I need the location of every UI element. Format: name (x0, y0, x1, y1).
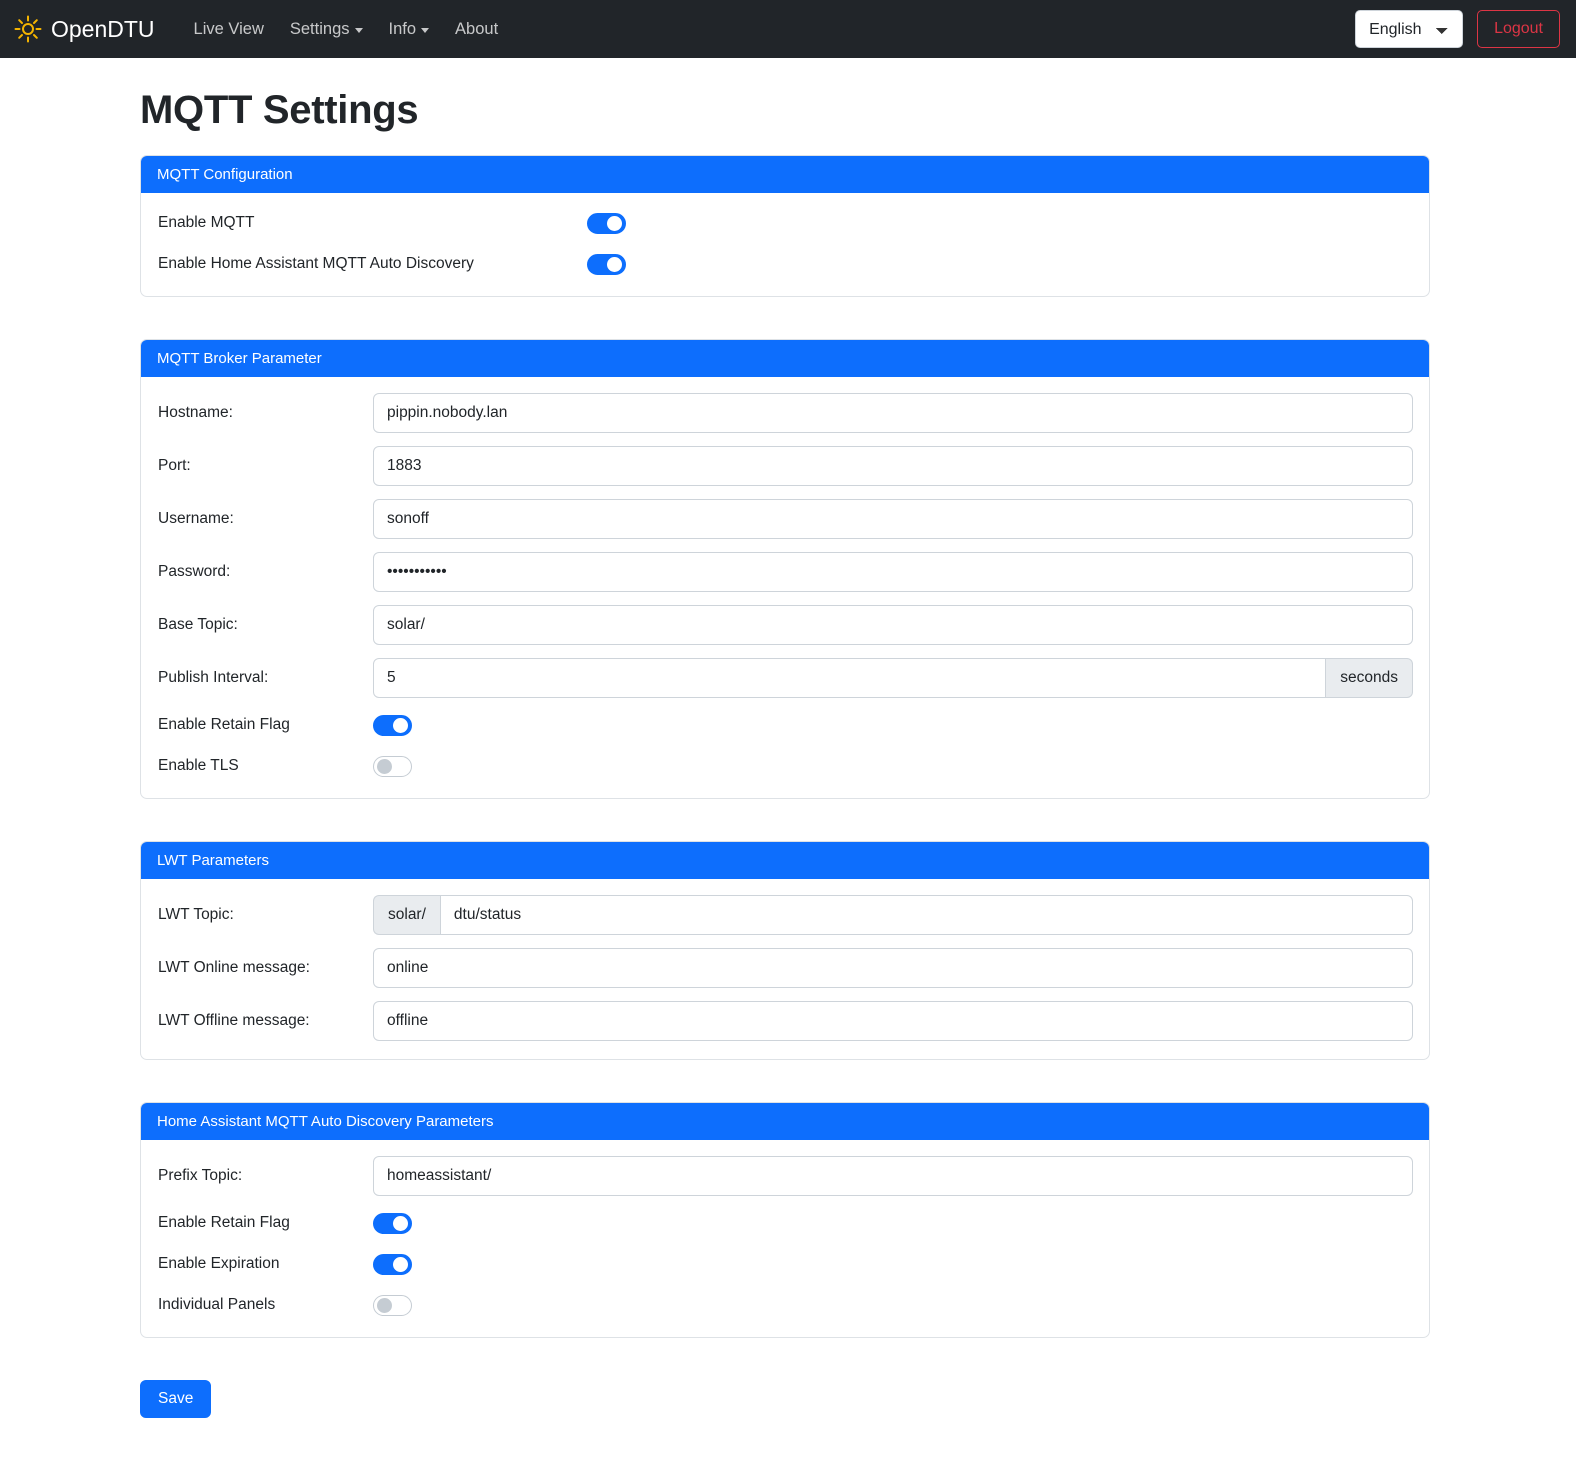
port-input[interactable] (373, 446, 1413, 486)
nav-item-live-view-label: Live View (193, 19, 264, 38)
nav-item-about-label: About (455, 19, 499, 38)
base-topic-input[interactable] (373, 605, 1413, 645)
toggle-knob (607, 216, 622, 231)
publish-interval-control (373, 658, 1413, 698)
row-ha-individual-panels (157, 1291, 1413, 1319)
save-button-wrap (140, 1380, 1576, 1418)
lwt-offline-control (373, 1001, 1413, 1041)
row-password (157, 552, 1413, 592)
navbar (0, 0, 1576, 58)
ha-individual-panels-toggle[interactable] (373, 1295, 412, 1316)
row-publish-interval (157, 658, 1413, 698)
row-broker-retain (157, 711, 1413, 739)
logout-button[interactable]: Logout (1477, 10, 1560, 48)
enable-ha-discovery-label: Enable Home Assistant MQTT Auto Discovery (158, 255, 474, 272)
username-input[interactable] (373, 499, 1413, 539)
language-select[interactable] (1355, 10, 1463, 48)
row-username (157, 499, 1413, 539)
card-body-mqtt-broker (141, 377, 1429, 798)
page-content (0, 88, 1576, 1442)
lwt-topic-control (373, 895, 1413, 935)
card-header-lwt: LWT Parameters (141, 842, 1429, 879)
password-input[interactable] (373, 552, 1413, 592)
publish-interval-label: Publish Interval: (158, 669, 269, 686)
row-lwt-online (157, 948, 1413, 988)
nav-item-about[interactable] (442, 12, 511, 47)
ha-retain-toggle[interactable] (373, 1213, 412, 1234)
username-label: Username: (158, 510, 234, 527)
nav-item-settings-label: Settings (289, 19, 350, 38)
nav-links (181, 12, 512, 47)
base-topic-control (373, 605, 1413, 645)
password-label: Password: (158, 563, 231, 580)
ha-individual-panels-label: Individual Panels (158, 1296, 276, 1313)
hostname-control (373, 393, 1413, 433)
nav-item-info-label: Info (388, 19, 417, 38)
row-ha-retain (157, 1209, 1413, 1237)
card-mqtt-configuration (140, 155, 1430, 297)
toggle-knob (393, 1216, 408, 1231)
card-body-mqtt-configuration (141, 193, 1429, 296)
lwt-topic-input[interactable] (440, 895, 1413, 935)
row-hostname (157, 393, 1413, 433)
row-lwt-offline (157, 1001, 1413, 1041)
card-header-mqtt-configuration: MQTT Configuration (141, 156, 1429, 193)
card-body-homeassistant (141, 1140, 1429, 1337)
row-ha-prefix-topic (157, 1156, 1413, 1196)
toggle-knob (377, 759, 392, 774)
card-header-mqtt-broker: MQTT Broker Parameter (141, 340, 1429, 377)
lwt-online-label: LWT Online message: (158, 959, 310, 976)
card-mqtt-broker (140, 339, 1430, 799)
ha-prefix-topic-input[interactable] (373, 1156, 1413, 1196)
hostname-input[interactable] (373, 393, 1413, 433)
broker-tls-toggle[interactable] (373, 756, 412, 777)
nav-item-info[interactable] (376, 12, 443, 47)
row-ha-expiration (157, 1250, 1413, 1278)
row-port (157, 446, 1413, 486)
hostname-label: Hostname: (158, 404, 233, 421)
toggle-knob (607, 257, 622, 272)
port-label: Port: (158, 457, 191, 474)
port-control (373, 446, 1413, 486)
card-lwt (140, 841, 1430, 1060)
broker-tls-label: Enable TLS (158, 757, 239, 774)
toggle-knob (377, 1298, 392, 1313)
row-broker-tls (157, 752, 1413, 780)
row-base-topic (157, 605, 1413, 645)
ha-retain-label: Enable Retain Flag (158, 1214, 290, 1231)
page-title: MQTT Settings (140, 88, 419, 132)
brand-label: OpenDTU (51, 15, 155, 42)
publish-interval-unit: seconds (1326, 658, 1413, 698)
lwt-online-input[interactable] (373, 948, 1413, 988)
ha-expiration-label: Enable Expiration (158, 1255, 280, 1272)
broker-retain-toggle[interactable] (373, 715, 412, 736)
ha-expiration-toggle[interactable] (373, 1254, 412, 1275)
nav-item-settings[interactable] (277, 12, 376, 47)
lwt-offline-label: LWT Offline message: (158, 1012, 310, 1029)
card-body-lwt (141, 879, 1429, 1059)
base-topic-label: Base Topic: (158, 616, 238, 633)
lwt-topic-label: LWT Topic: (158, 906, 234, 923)
save-button[interactable]: Save (140, 1380, 211, 1418)
enable-ha-discovery-toggle[interactable] (587, 254, 626, 275)
chevron-down-icon (421, 28, 429, 33)
row-lwt-topic (157, 895, 1413, 935)
ha-prefix-topic-label: Prefix Topic: (158, 1167, 243, 1184)
enable-mqtt-toggle[interactable] (587, 213, 626, 234)
row-enable-ha-discovery (157, 250, 1413, 278)
enable-mqtt-label: Enable MQTT (158, 214, 255, 231)
card-header-homeassistant: Home Assistant MQTT Auto Discovery Parameters (141, 1103, 1429, 1140)
toggle-knob (393, 718, 408, 733)
row-enable-mqtt (157, 209, 1413, 237)
broker-retain-label: Enable Retain Flag (158, 716, 290, 733)
lwt-topic-prefix: solar/ (373, 895, 440, 935)
lwt-online-control (373, 948, 1413, 988)
card-homeassistant (140, 1102, 1430, 1338)
toggle-knob (393, 1257, 408, 1272)
ha-prefix-topic-control (373, 1156, 1413, 1196)
nav-item-live-view[interactable] (181, 12, 277, 47)
publish-interval-input[interactable] (373, 658, 1326, 698)
navbar-right (1355, 10, 1560, 48)
sun-icon (14, 15, 42, 43)
brand-logo[interactable] (14, 15, 155, 43)
username-control (373, 499, 1413, 539)
chevron-down-icon (355, 28, 363, 33)
password-control (373, 552, 1413, 592)
lwt-offline-input[interactable] (373, 1001, 1413, 1041)
